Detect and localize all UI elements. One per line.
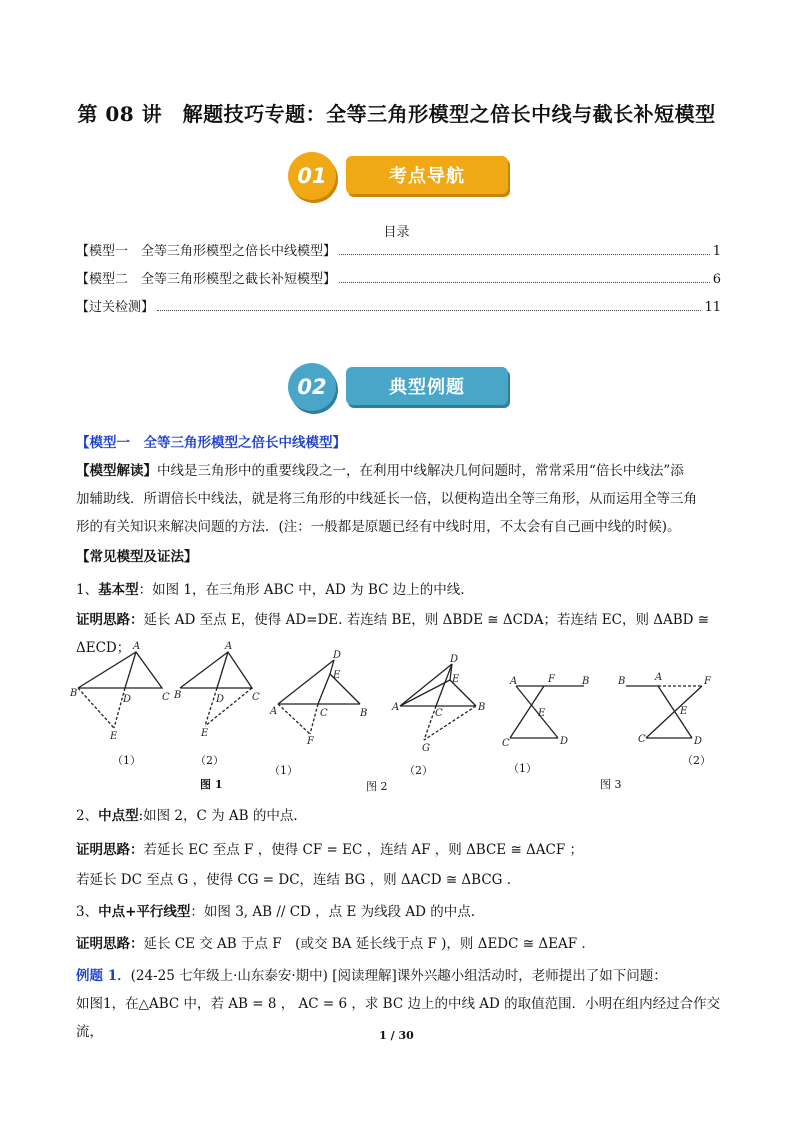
proof1-text: 延长 AD 至点 E，使得 AD=DE. 若连结 BE，则 ΔBDE ≅ ΔCDA；若连结 EC，则 ΔABD ≅ ΔECD； [76,612,710,656]
svg-text:D: D [333,650,342,661]
item3-label: 中点+平行线型 [98,904,191,920]
badge-label: 典型例题 [346,367,508,405]
proof2-text: 若延长 EC 至点 F ，使得 CF = EC ，连结 AF ，则 ΔBCE ≅ ΔACF ； [143,842,584,858]
svg-text:F: F [548,674,555,685]
proof3 [76,930,721,958]
reading-line1: 中线是三角形中的重要线段之一，在利用中线解决几何问题时，常常采用“倍长中线法”添 [157,463,684,479]
page-title: 第 08 讲 解题技巧专题：全等三角形模型之倍长中线与截长补短模型 [77,102,716,126]
item3-num: 3、 [76,904,99,920]
svg-text:D: D [560,736,569,747]
item2 [76,802,721,830]
svg-text:F: F [307,736,314,747]
item1-num: 1、 [76,582,99,598]
item1 [76,576,721,604]
model-reading [76,457,721,485]
figure2-sub1 [278,660,360,734]
figure3-sub2 [626,686,702,738]
item2-num: 2、 [76,808,99,824]
svg-text:E: E [680,706,688,717]
item1-label: 基本型 [98,582,139,598]
proof1-label: 证明思路： [76,612,144,628]
figure3-sub1 [510,686,584,738]
svg-text:C: C [320,708,328,719]
item3 [76,898,721,926]
toc-item[interactable] [76,268,721,287]
item1-text: ：如图 1，在三角形 ABC 中，AD 为 BC 边上的中线. [138,582,465,598]
fig1-sub2-caption: （2） [195,754,224,767]
toc-item[interactable] [76,240,721,259]
fig2-sub1-caption: （1） [269,764,298,777]
reading-line3: 形的有关知识来解决问题的方法．(注：一般都是原题已经有中线时用，不太会有自己画中线的时候)。 [76,519,681,535]
figures-diagram [70,636,730,796]
svg-text:B: B [582,676,590,687]
badge-number: 01 [288,152,336,200]
svg-text:C: C [162,692,170,703]
toc-item-label: 【模型一 全等三角形模型之倍长中线模型】 [76,244,337,259]
svg-text:C: C [638,734,646,745]
svg-text:D: D [123,694,132,705]
fig3-sub2-caption: （2） [682,754,711,767]
toc-item-label: 【过关检测】 [76,300,155,315]
reading-label: 【模型解读】 [76,463,157,479]
toc-leader [339,254,710,255]
example1 [76,962,721,990]
figure1-sub2 [180,652,252,726]
svg-text:D: D [694,736,703,747]
svg-text:B: B [174,690,182,701]
model1-heading: 【模型一 全等三角形模型之倍长中线模型】 [76,435,346,451]
fig2-caption: 图 2 [366,780,388,793]
common-models-heading: 【常见模型及证法】 [76,549,198,565]
svg-text:E: E [201,728,209,739]
example-text: (24-25 七年级上·山东泰安·期中) [阅读理解]课外兴趣小组活动时，老师提出了如下问题： [130,968,667,984]
svg-text:A: A [510,676,518,687]
proof2-line2: 若延长 DC 至点 G ，使得 CG = DC，连结 BG ，则 ΔACD ≅ ΔBCG . [76,872,512,888]
svg-text:A: A [392,702,400,713]
svg-text:B: B [618,676,626,687]
toc-heading: 目录 [383,225,410,240]
badge-number: 02 [288,363,336,411]
figure2-sub2 [400,664,476,740]
svg-text:E: E [452,674,460,685]
proof2-label: 证明思路： [76,842,144,858]
item2-label: 中点型 [98,808,139,824]
svg-text:B: B [70,688,78,699]
svg-text:E: E [333,670,341,681]
toc-leader [339,282,710,283]
svg-text:A: A [225,641,233,652]
svg-text:G: G [422,743,430,754]
page-number: 1 / 30 [379,1029,414,1042]
proof3-label: 证明思路： [76,936,144,952]
fig3-sub1-caption: （1） [508,762,537,775]
badge-label: 考点导航 [346,156,508,194]
example-label: 例题 1． [76,968,131,984]
toc-item[interactable] [76,296,721,315]
svg-text:C: C [435,708,443,719]
svg-text:B: B [360,708,368,719]
svg-text:A: A [655,672,663,683]
toc-item-page: 1 [712,244,721,259]
example-line2: 如图1，在△ABC 中，若 AB = 8 ， AC = 6 ，求 BC 边上的中线 AD 的取值范围．小明在组内经过合作交流， [76,996,721,1040]
svg-text:A: A [270,706,278,717]
fig2-sub2-caption: （2） [404,764,433,777]
svg-text:F: F [704,676,711,687]
svg-text:A: A [133,641,141,652]
svg-text:E: E [538,708,546,719]
fig3-caption: 图 3 [600,778,622,791]
svg-text:E: E [110,731,118,742]
proof2 [76,836,721,864]
fig1-sub1-caption: （1） [112,754,141,767]
svg-text:C: C [252,692,260,703]
fig1-caption: 图 1 [200,778,223,791]
item3-text: ：如图 3, AB // CD ，点 E 为线段 AD 的中点. [190,904,476,920]
svg-text:D: D [216,694,225,705]
proof3-text: 延长 CE 交 AB 于点 F (或交 BA 延长线于点 F )，则 ΔEDC ≅ ΔEAF . [143,936,586,952]
toc-item-page: 11 [704,300,721,315]
item2-text: :如图 2，C 为 AB 的中点. [138,808,298,824]
svg-text:B: B [478,702,486,713]
toc-item-label: 【模型二 全等三角形模型之截长补短模型】 [76,272,337,287]
toc-item-page: 6 [712,272,721,287]
toc-leader [157,310,701,311]
reading-line2: 加辅助线．所谓倍长中线法，就是将三角形的中线延长一倍，以便构造出全等三角形，从而运用全等三角 [76,491,697,507]
svg-text:D: D [450,654,459,665]
svg-text:C: C [502,738,510,749]
figure1-sub1 [78,652,162,728]
